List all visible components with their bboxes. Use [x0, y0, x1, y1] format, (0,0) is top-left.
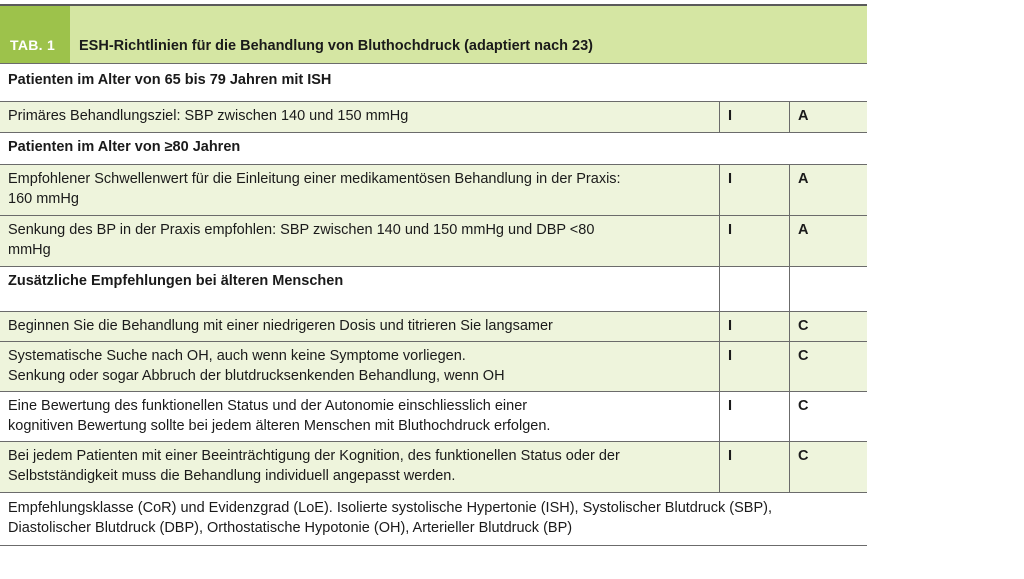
- section-row-65-79: [0, 64, 867, 102]
- section-heading: Patienten im Alter von 65 bis 79 Jahren mit ISH: [8, 72, 332, 88]
- recommendation-text-line: Eine Bewertung des funktionellen Status und der Autonomie einschliesslich einer: [8, 398, 528, 414]
- class-of-recommendation: I: [719, 442, 789, 492]
- class-of-recommendation: [719, 267, 789, 311]
- recommendation-text-line: mmHg: [8, 242, 51, 258]
- level-of-evidence: A: [789, 102, 867, 132]
- section-row-additional: [0, 267, 867, 312]
- guideline-table: [0, 4, 867, 546]
- table-footnote: [0, 493, 867, 545]
- table-row: [0, 165, 867, 216]
- section-heading: Patienten im Alter von ≥80 Jahren: [8, 139, 241, 155]
- recommendation-text-line: Selbstständigkeit muss die Behandlung individuell angepasst werden.: [8, 468, 456, 484]
- recommendation-text-line: Systematische Suche nach OH, auch wenn keine Symptome vorliegen.: [8, 348, 466, 364]
- table-header: [0, 6, 867, 64]
- recommendation-text-line: Senkung oder sogar Abbruch der blutdrucksenkenden Behandlung, wenn OH: [8, 368, 505, 384]
- class-of-recommendation: I: [719, 342, 789, 391]
- class-of-recommendation: I: [719, 312, 789, 341]
- level-of-evidence: A: [789, 165, 867, 215]
- section-heading: Zusätzliche Empfehlungen bei älteren Menschen: [8, 273, 344, 289]
- level-of-evidence: C: [789, 312, 867, 341]
- table-row: [0, 392, 867, 442]
- level-of-evidence: [789, 267, 867, 311]
- table-row: [0, 342, 867, 392]
- class-of-recommendation: I: [719, 102, 789, 132]
- footnote-line: Empfehlungsklasse (CoR) und Evidenzgrad (LoE). Isolierte systolische Hypertonie (ISH), Systolischer Blutdruck (SBP),: [8, 500, 772, 516]
- table-number-label: TAB. 1: [0, 6, 70, 63]
- level-of-evidence: C: [789, 442, 867, 492]
- table-row: [0, 442, 867, 493]
- section-row-80-plus: [0, 133, 867, 165]
- class-of-recommendation: I: [719, 165, 789, 215]
- level-of-evidence: C: [789, 392, 867, 441]
- level-of-evidence: C: [789, 342, 867, 391]
- table-row: [0, 216, 867, 267]
- class-of-recommendation: I: [719, 216, 789, 266]
- level-of-evidence: A: [789, 216, 867, 266]
- recommendation-text: Primäres Behandlungsziel: SBP zwischen 140 und 150 mmHg: [8, 108, 409, 124]
- recommendation-text: Beginnen Sie die Behandlung mit einer niedrigeren Dosis und titrieren Sie langsamer: [8, 318, 553, 334]
- footnote-line: Diastolischer Blutdruck (DBP), Orthostatische Hypotonie (OH), Arterieller Blutdruck (BP): [8, 520, 573, 536]
- recommendation-text-line: Empfohlener Schwellenwert für die Einleitung einer medikamentösen Behandlung in der Praxis:: [8, 171, 621, 187]
- recommendation-text-line: 160 mmHg: [8, 191, 79, 207]
- recommendation-text-line: kognitiven Bewertung sollte bei jedem älteren Menschen mit Bluthochdruck erfolgen.: [8, 418, 551, 434]
- recommendation-text-line: Senkung des BP in der Praxis empfohlen: SBP zwischen 140 und 150 mmHg und DBP <80: [8, 222, 595, 238]
- table-row: [0, 102, 867, 133]
- table-row: [0, 312, 867, 342]
- table-title: ESH-Richtlinien für die Behandlung von Bluthochdruck (adaptiert nach 23): [79, 38, 593, 54]
- class-of-recommendation: I: [719, 392, 789, 441]
- recommendation-text-line: Bei jedem Patienten mit einer Beeinträchtigung der Kognition, des funktionellen Status oder der: [8, 448, 620, 464]
